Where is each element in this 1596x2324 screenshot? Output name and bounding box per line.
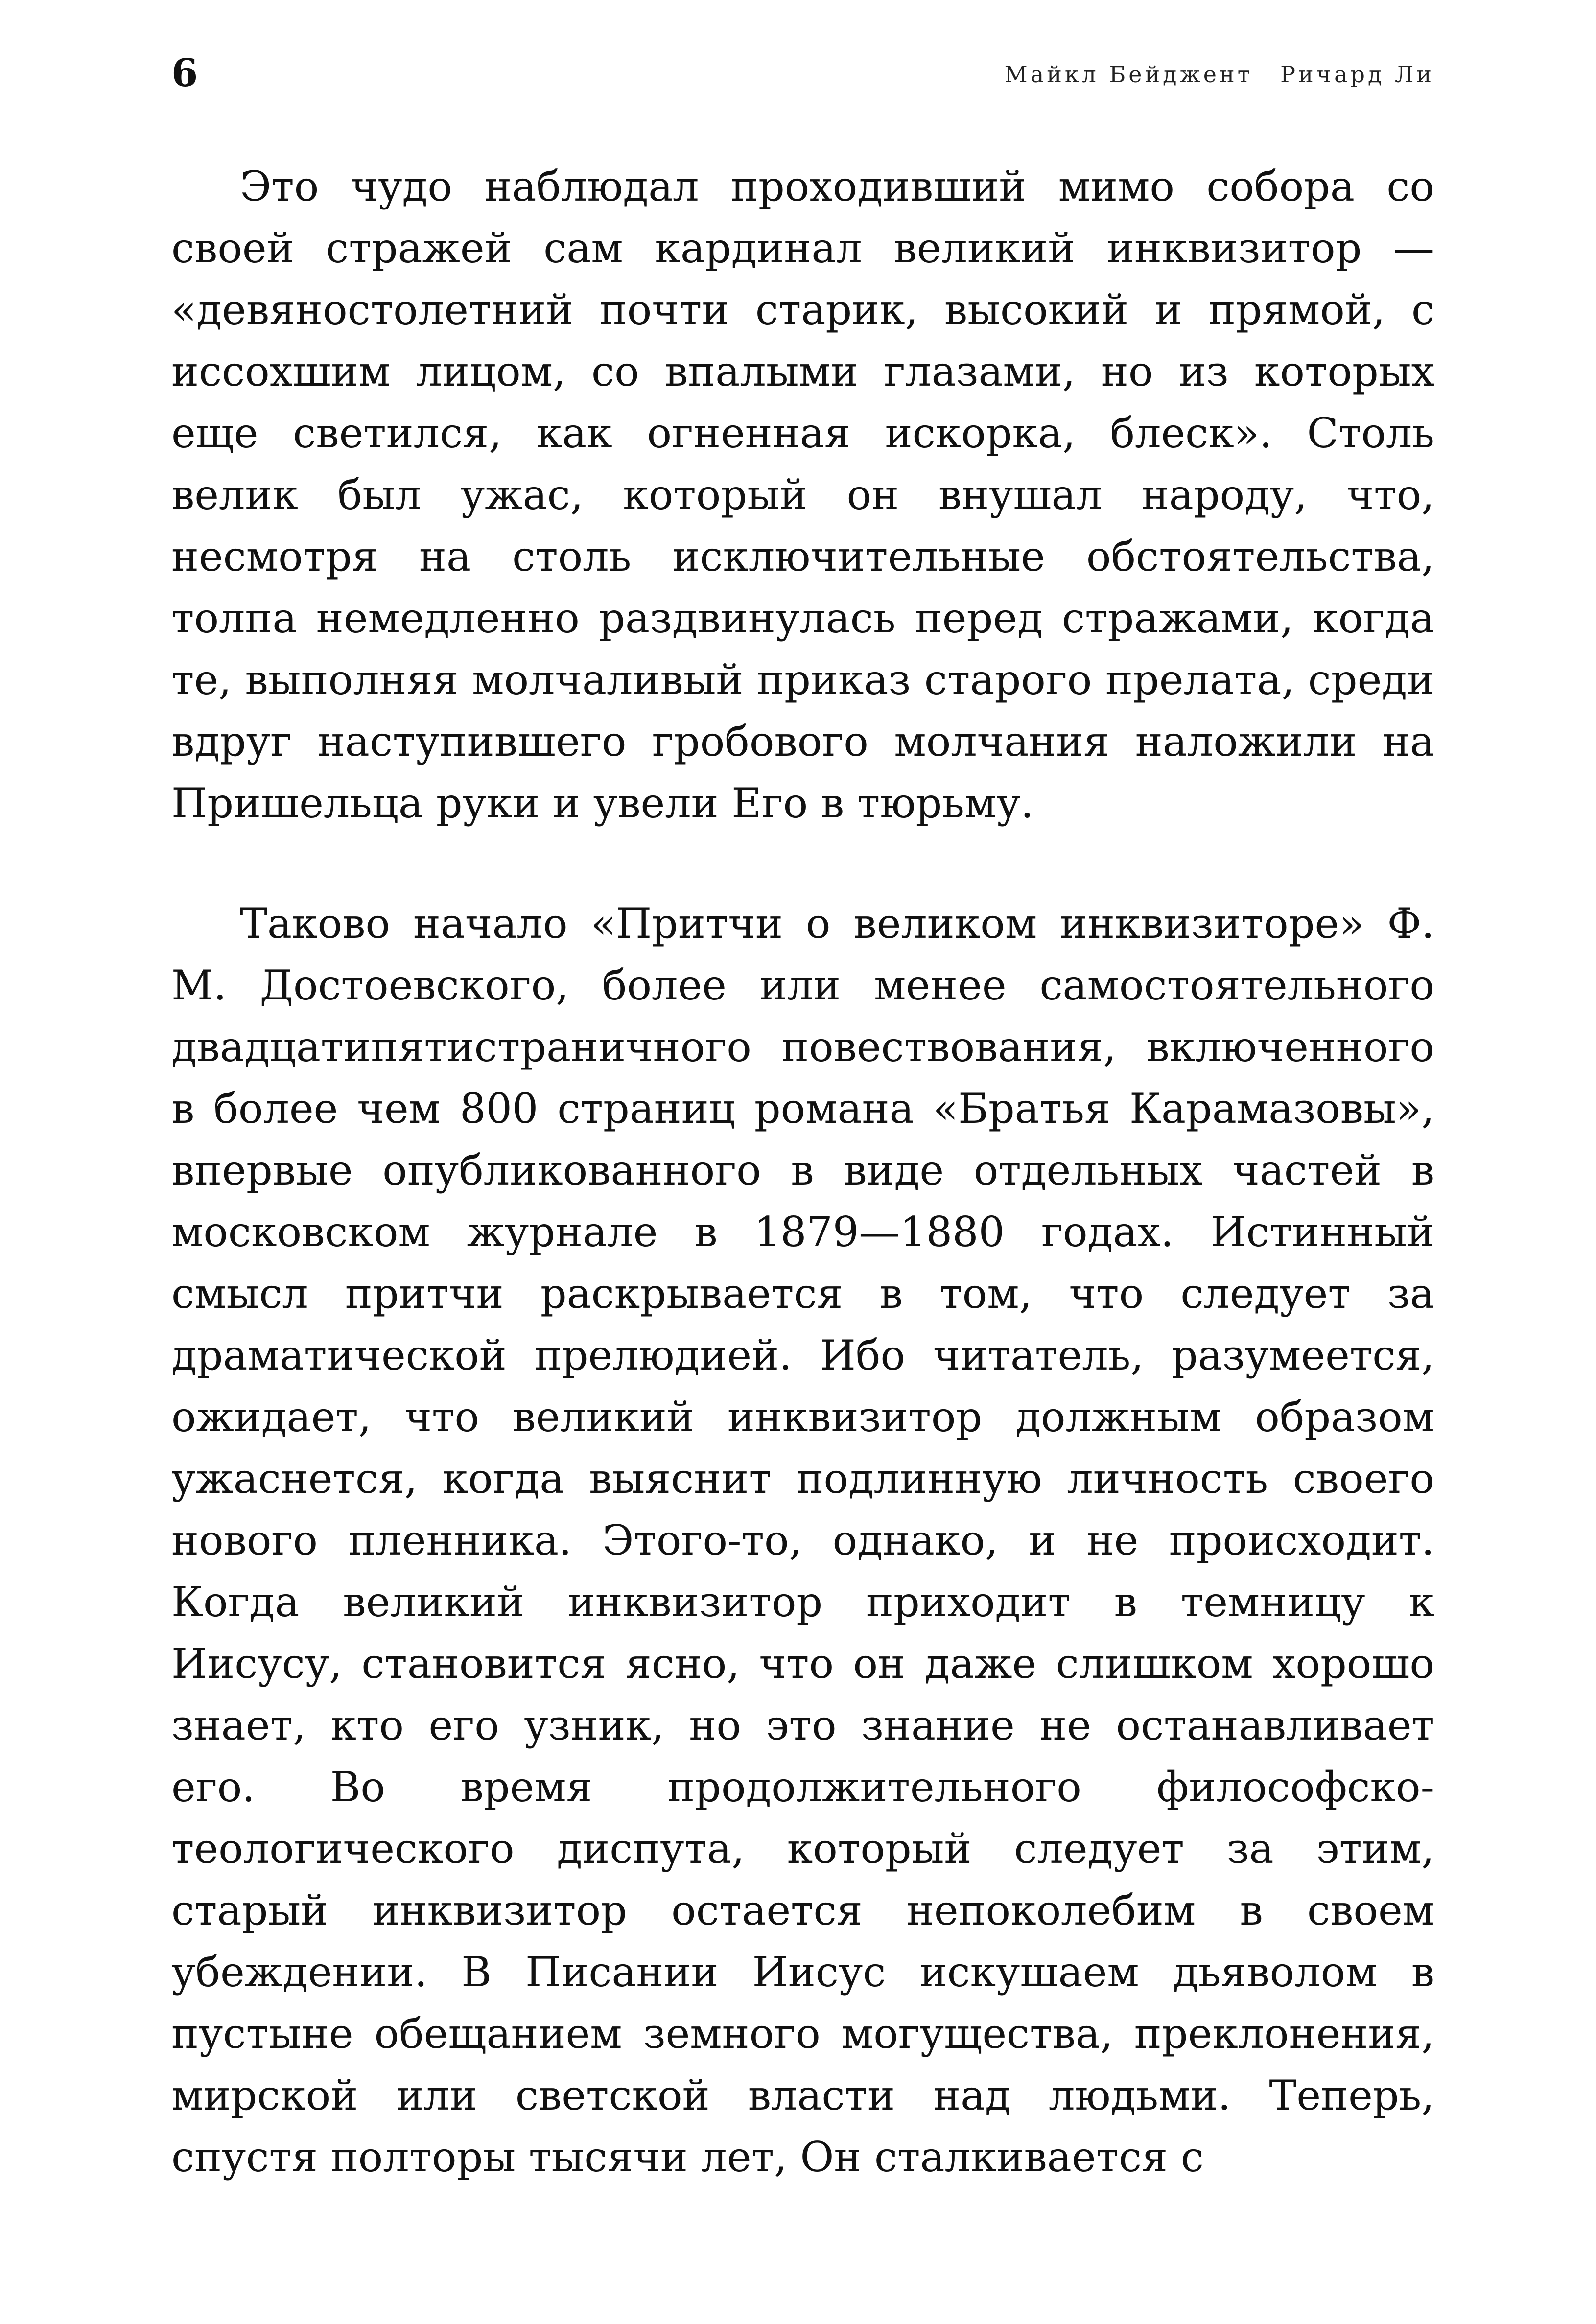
author-name: Ричард Ли (1280, 61, 1434, 88)
running-head (171, 39, 1434, 113)
author-name: Майкл Бейджент (1004, 61, 1253, 88)
paragraph: Таково начало «Притчи о великом инквизиторе» Ф. М. Достоевского, более или менее самостоятельного двадцатипятистраничного повествования, включенного в более чем 800 страниц романа «Братья Карамазовы», впервые опубликованного в виде отдельных частей в московском журнале в 1879—1880 годах. Истинный смысл притчи раскрывается в том, что следует за драматической прелюдией. Ибо читатель, разумеется, ожидает, что великий инквизитор должным образом ужаснется, когда выяснит подлинную личность своего нового пленника. Этого-то, однако, и не происходит. Когда великий инквизитор приходит в темницу к Иисусу, становится ясно, что он даже слишком хорошо знает, кто его узник, но это знание не останавливает его. Во время продолжительного философско-теологического диспута, который следует за этим, старый инквизитор остается непоколебим в своем убеждении. В Писании Иисус искушаем дьяволом в пустыне обещанием земного могущества, преклонения, мирской или светской власти над людьми. Теперь, спустя полторы тысячи лет, Он сталкивается с (171, 900, 1434, 2181)
header-authors (1005, 55, 1434, 94)
paragraph: Это чудо наблюдал проходивший мимо собора со своей стражей сам кардинал великий инквизитор — «девяностолетний почти старик, высокий и прямой, с иссохшим лицом, со впалыми глазами, но из которых еще светился, как огненная искорка, блеск». Столь велик был ужас, который он внушал народу, что, несмотря на столь исключительные обстоятельства, толпа немедленно раздвинулась перед стражами, когда те, выполняя молчаливый приказ старого прелата, среди вдруг наступившего гробового молчания наложили на Пришельца руки и увели Его в тюрьму. (171, 163, 1434, 827)
body-text (171, 156, 1434, 2188)
page-number: 6 (171, 51, 198, 95)
